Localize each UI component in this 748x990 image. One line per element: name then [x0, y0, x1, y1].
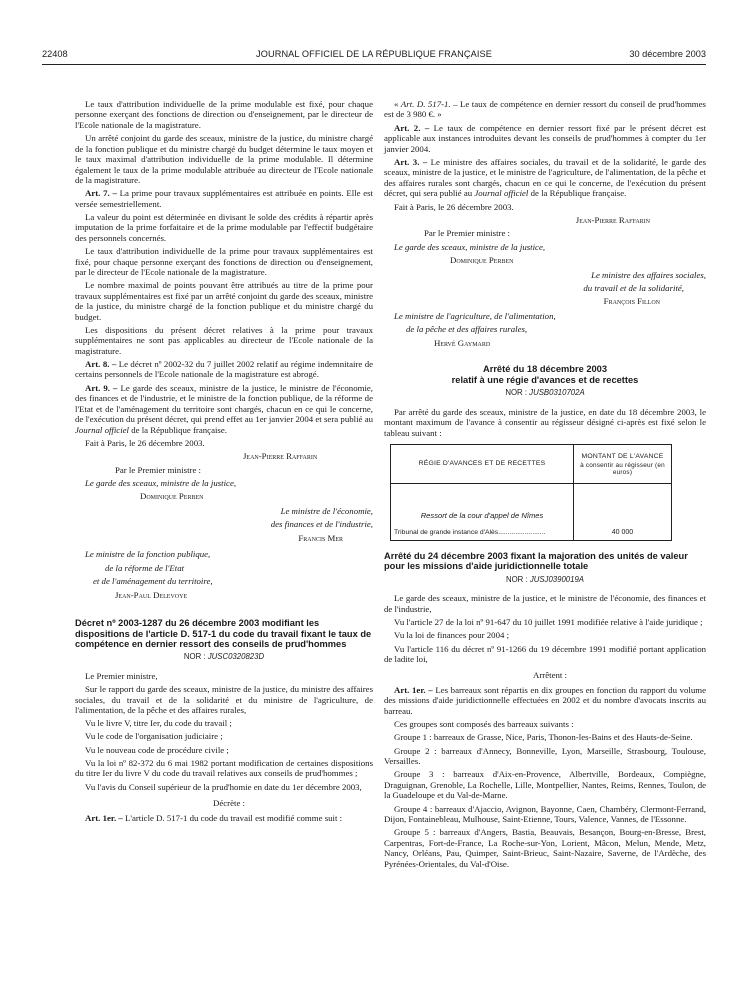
minister-title: Le garde des sceaux, ministre de la justice,	[85, 478, 237, 488]
table-row-group: Ressort de la cour d'appel de Nîmes	[420, 511, 544, 521]
paragraph: Un arrêté conjoint du garde des sceaux, ministre de la justice, du ministre chargé de la fonction publique et du ministre chargé du budget détermine le taux moyen et le taux maximal d'attribution individuelle de la prime modulable. Il détermine également le taux de la prime modulable attribuée au directeur de l'Ecole nationale de la magistrature.	[75, 133, 373, 185]
paragraph: Vu le livre V, titre Ier, du code du travail ;	[85, 718, 232, 729]
quoted-article	[384, 99, 706, 120]
minister-name: Dominique Perben	[140, 491, 204, 502]
paragraph: Vu le nouveau code de procédure civile ;	[85, 744, 229, 755]
decret-nor	[75, 652, 373, 662]
groupe-4: Groupe 4 : barreaux d'Ajaccio, Avignon, Bayonne, Caen, Chambéry, Clermont-Ferrand, Dijon, Fontainebleau, Mulhouse, Saint-Etienne, Tours, Valence, Vannes, de l'Essonne.	[384, 803, 706, 824]
article-label: Art. 7. –	[85, 188, 117, 199]
par-premier-ministre: Par le Premier ministre :	[115, 464, 201, 475]
minister-title: Le ministre de l'agriculture, de l'alimentation,	[394, 311, 556, 322]
table-cell	[391, 484, 574, 541]
minister-name: Dominique Perben	[450, 255, 514, 266]
article-text: L'article D. 517-1 du code du travail est modifié comme suit :	[122, 812, 343, 823]
decret-title: Décret nº 2003-1287 du 26 décembre 2003 modifiant les dispositions de l'article D. 517-1 du code du travail fixant le taux de compétence en dernier ressort des conseils de prud'hommes	[75, 618, 372, 649]
article-text: La prime pour travaux supplémentaires est attribuée en points. Elle est versée semestriellement.	[75, 188, 373, 209]
article-9	[75, 383, 373, 435]
right-column	[384, 99, 706, 872]
paragraph: Les dispositions du présent décret relatives à la prime pour travaux supplémentaires ne sont pas applicables au directeur de l'Ecole nationale de la magistrature.	[75, 324, 373, 356]
article-label: Art. 9. –	[85, 382, 118, 393]
nor-label: NOR :	[505, 574, 530, 584]
groupe-2: Groupe 2 : barreaux d'Annecy, Bonneville, Lyon, Marseille, Strasbourg, Toulouse, Versailles.	[384, 745, 706, 767]
avance-table	[390, 444, 672, 541]
arrete-title	[384, 364, 706, 385]
paragraph: La valeur du point est déterminée en divisant le solde des crédits à répartir après imputation de la prime forfaitaire et de la prime modulable par l'effectif budgétaire des personnels concernés.	[75, 211, 373, 243]
paragraph: Vu le code de l'organisation judiciaire ;	[85, 731, 223, 742]
journal-ref: Journal officiel	[75, 424, 129, 435]
paragraph: Le taux d'attribution individuelle de la prime modulable est fixé, pour chaque personne exerçant des fonctions de direction ou d'enseignement, par le directeur de l'Ecole nationale de la magistrature.	[75, 99, 373, 130]
article-7	[75, 188, 373, 209]
article-text: Les barreaux sont répartis en dix groupes en fonction du rapport du volume des missions d'aide juridictionnelle effectuées en 2002 et du nombre d'avocats inscrits au barreau.	[384, 685, 706, 716]
groupe-1: Groupe 1 : barreaux de Grasse, Nice, Paris, Thonon-les-Bains et des Hauts-de-Seine.	[394, 732, 693, 743]
minister-title: du travail et de la solidarité,	[583, 283, 684, 294]
fait-a-paris: Fait à Paris, le 26 décembre 2003.	[394, 201, 514, 212]
table-header-row	[391, 445, 672, 484]
table-cell-value: 40 000	[574, 484, 672, 541]
arretent: Arrêtent :	[533, 670, 567, 681]
minister-name: Jean-Paul Delevoye	[115, 589, 188, 600]
minister-name: Hervé Gaymard	[434, 337, 491, 348]
journal-ref: Journal officiel	[474, 188, 529, 199]
article-label: Art. 2. –	[394, 122, 430, 133]
minister-title: Le ministre de l'économie,	[280, 505, 373, 516]
header-divider	[42, 64, 706, 65]
article-8	[75, 359, 373, 380]
paragraph: Le garde des sceaux, ministre de la justice, et le ministre de l'économie, des finances et de l'industrie,	[384, 593, 706, 614]
article-text: de la République française.	[129, 424, 227, 435]
paragraph: Par arrêté du garde des sceaux, ministre de la justice, en date du 18 décembre 2003, le montant maximum de l'avance à consentir au régisseur désigné ci-après est fixé selon le tableau suivant :	[384, 406, 706, 438]
article-1	[384, 685, 706, 716]
article-1	[75, 813, 373, 823]
table-header-sub: à consentir au régisseur (en euros)	[580, 462, 665, 477]
quoted-article-ref: Art. D. 517-1.	[400, 99, 451, 109]
table-row-label: Tribunal de grande instance d'Alès.........................	[394, 528, 546, 536]
nor-label: NOR :	[505, 388, 530, 398]
table-row	[391, 484, 672, 541]
paragraph: Le taux d'attribution individuelle de la prime pour travaux supplémentaires est fixé, pour chaque personne exerçant des fonctions de direction ou d'enseignement, par le directeur de l'Ecole nationale de la magistrature.	[75, 246, 373, 277]
paragraph: Sur le rapport du garde des sceaux, ministre de la justice, du ministre des affaires sociales, du travail et de la solidarité et du ministre de l'agriculture, de l'alimentation, de la pêche et des affaires rurales,	[75, 684, 373, 715]
minister-title: de la réforme de l'Etat	[105, 562, 185, 573]
page-number: 22408	[42, 49, 68, 59]
decrete: Décrète :	[213, 798, 245, 809]
paragraph: Ces groupes sont composés des barreaux suivants :	[394, 719, 574, 730]
nor-code: JUSJ0390019A	[529, 574, 584, 584]
arrete-title-line: relatif à une régie d'avances et de recettes	[451, 374, 639, 385]
nor-code: JUSB0310702A	[529, 388, 585, 398]
paragraph: Vu la loi nº 82-372 du 6 mai 1982 portant modification de certaines dispositions du titre Ier du livre V du code du travail relatives aux conseils de prud'hommes ;	[75, 757, 373, 779]
minister-title: Le ministre de la fonction publique,	[85, 549, 211, 560]
minister-title: Le ministre des affaires sociales,	[591, 269, 706, 280]
article-text: Le garde des sceaux, ministre de la justice, le ministre de l'économie, des finances et de l'industrie, et le ministre de la fonction publique, de la réforme de l'Etat et de l'aménagement du territoire sont chargés, chacun en ce qui le concerne, de l'exécution du présent décret, qui prend effet au 1er janvier 2004 et sera publié au	[75, 382, 373, 425]
article-3	[384, 157, 706, 199]
page-header	[42, 49, 706, 63]
journal-title: JOURNAL OFFICIEL DE LA RÉPUBLIQUE FRANÇAISE	[256, 49, 492, 59]
article-label: Art. 8. –	[85, 359, 117, 369]
signatory: Jean-Pierre Raffarin	[575, 214, 650, 225]
arrete-title: Arrêté du 24 décembre 2003 fixant la majoration des unités de valeur pour les missions d'aide juridictionnelle totale	[384, 551, 688, 572]
paragraph: Le Premier ministre,	[85, 670, 158, 681]
article-text: Le ministre des affaires sociales, du travail et de la solidarité, le garde des sceaux, ministre de la justice, et le ministre de l'agriculture, de l'alimentation, de la pêche et des affaires rurales sont chargés, chacun en ce qui le concerne, de l'exécution du présent décret, qui sera publié au	[384, 156, 707, 199]
quoted-article-text: – Le taux de compétence en dernier ressort du conseil de prud'hommes est de 3 980 €. »	[384, 99, 706, 120]
minister-title: des finances et de l'industrie,	[270, 519, 373, 530]
table-header-main: MONTANT DE L'AVANCE	[581, 452, 664, 460]
par-premier-ministre: Par le Premier ministre :	[424, 228, 510, 239]
table-header: RÉGIE D'AVANCES ET DE RECETTES	[391, 445, 574, 484]
minister-name: François Fillon	[603, 296, 660, 307]
article-label: Art. 1er. –	[394, 685, 433, 696]
paragraph: Vu l'article 27 de la loi nº 91-647 du 10 juillet 1991 modifiée relative à l'aide juridique ;	[394, 617, 703, 628]
table-header	[574, 445, 672, 484]
paragraph: Vu la loi de finances pour 2004 ;	[394, 630, 510, 641]
nor-label: NOR :	[183, 652, 208, 662]
paragraph: Vu l'avis du Conseil supérieur de la prud'homie en date du 1er décembre 2003,	[85, 781, 362, 792]
left-column	[75, 99, 373, 826]
article-label: Art. 3. –	[394, 156, 428, 167]
minister-name: Francis Mer	[298, 532, 343, 543]
paragraph: Le nombre maximal de points pouvant être attribués au titre de la prime pour travaux supplémentaires est fixé par un arrêté conjoint du garde des sceaux, ministre de la justice, du ministre chargé de la fonction publique et du ministre chargé du budget.	[75, 280, 373, 322]
fait-a-paris: Fait à Paris, le 26 décembre 2003.	[85, 437, 205, 448]
minister-title: et de l'aménagement du territoire,	[93, 576, 213, 587]
quote-mark: «	[394, 99, 401, 109]
signatory: Jean-Pierre Raffarin	[243, 451, 318, 462]
arrete-nor	[384, 388, 706, 398]
article-2	[384, 123, 706, 154]
article-label: Art. 1er. –	[85, 812, 123, 823]
groupe-3: Groupe 3 : barreaux d'Aix-en-Provence, Albertville, Bordeaux, Compiègne, Draguignan, Grenoble, La Rochelle, Lille, Montpellier, Nantes, Reims, Rennes, Toulon, de la Guadeloupe et du Val-de-Marne.	[384, 769, 706, 801]
issue-date: 30 décembre 2003	[629, 49, 706, 59]
nor-code: JUSC0320823D	[207, 652, 265, 662]
paragraph: Vu l'article 116 du décret nº 91-1266 du 19 décembre 1991 modifié portant application de ladite loi,	[384, 643, 706, 664]
arrete-title-line: Arrêté du 18 décembre 2003	[482, 364, 608, 375]
article-text: de la République française.	[528, 188, 627, 199]
article-text: Le taux de compétence en dernier ressort fixé par le présent décret est applicable aux instances introduites devant les conseils de prud'hommes à compter du 1er janvier 2004.	[384, 122, 707, 154]
minister-title: de la pêche et des affaires rurales,	[406, 324, 528, 335]
minister-title: Le garde des sceaux, ministre de la justice,	[394, 241, 546, 252]
article-text: Le décret nº 2002-32 du 7 juillet 2002 relatif au régime indemnitaire de certains personnels de l'Ecole nationale de la magistrature est abrogé.	[75, 359, 373, 380]
arrete-nor	[384, 575, 706, 585]
groupe-5: Groupe 5 : barreaux d'Angers, Bastia, Beauvais, Besançon, Bourg-en-Bresse, Brest, Carpentras, Fort-de-France, La Roche-sur-Yon, Lorient, Mâcon, Melun, Mende, Metz, Nancy, Orléans, Pau, Quimper, Saint-Brieuc, Saint-Nazaire, Saverne, de l'Ardèche, des Pyrénées-Orientales, du Val-d'Oise.	[384, 827, 706, 869]
